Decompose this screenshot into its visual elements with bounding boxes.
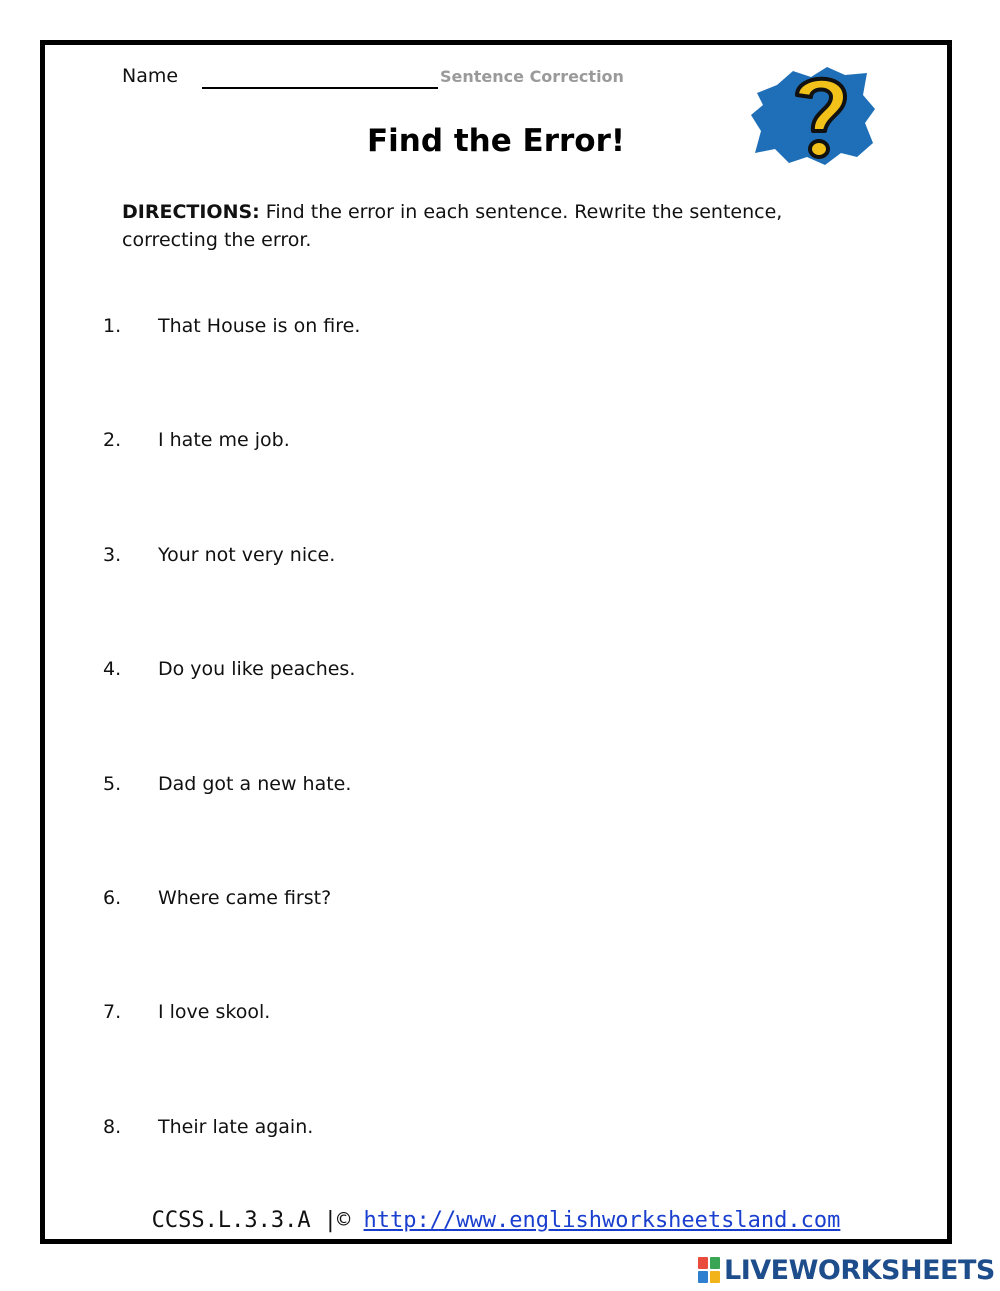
list-item [103,312,803,340]
question-number: 6. [103,887,122,909]
question-text: That House is on fire. [158,315,361,337]
question-text: Where came first? [158,887,332,909]
brand-name: LIVEWORKSHEETS [724,1254,995,1286]
list-item [103,426,803,454]
subject-label: Sentence Correction [440,67,624,86]
website-link[interactable]: http://www.englishworksheetsland.com [363,1208,841,1233]
name-label: Name [122,65,179,87]
directions [122,198,882,254]
list-item [103,1113,803,1141]
list-item [103,770,803,798]
name-answer-line[interactable] [202,87,438,89]
question-number: 7. [103,1001,122,1023]
question-text: Dad got a new hate. [158,773,352,795]
question-number: 8. [103,1116,122,1138]
question-number: 4. [103,658,122,680]
list-item [103,998,803,1026]
footer [45,1208,947,1233]
liveworksheets-cubes-icon [697,1256,721,1284]
question-text: Your not very nice. [158,544,336,566]
question-number: 5. [103,773,122,795]
question-number: 2. [103,429,122,451]
question-text: Do you like peaches. [158,658,356,680]
question-text: I love skool. [158,1001,271,1023]
list-item [103,655,803,683]
list-item [103,884,803,912]
list-item [103,541,803,569]
page-title: Find the Error! [366,123,626,159]
worksheet-page [40,40,952,1244]
question-number: 1. [103,315,122,337]
footer-standard: CCSS.L.3.3.A |© [151,1208,364,1233]
question-text: Their late again. [158,1116,314,1138]
question-text: I hate me job. [158,429,290,451]
directions-text: Find the error in each sentence. Rewrite the sentence, correcting the error. [122,201,783,251]
brand-logo [697,1255,995,1285]
directions-label: DIRECTIONS: [122,201,260,223]
question-number: 3. [103,544,122,566]
